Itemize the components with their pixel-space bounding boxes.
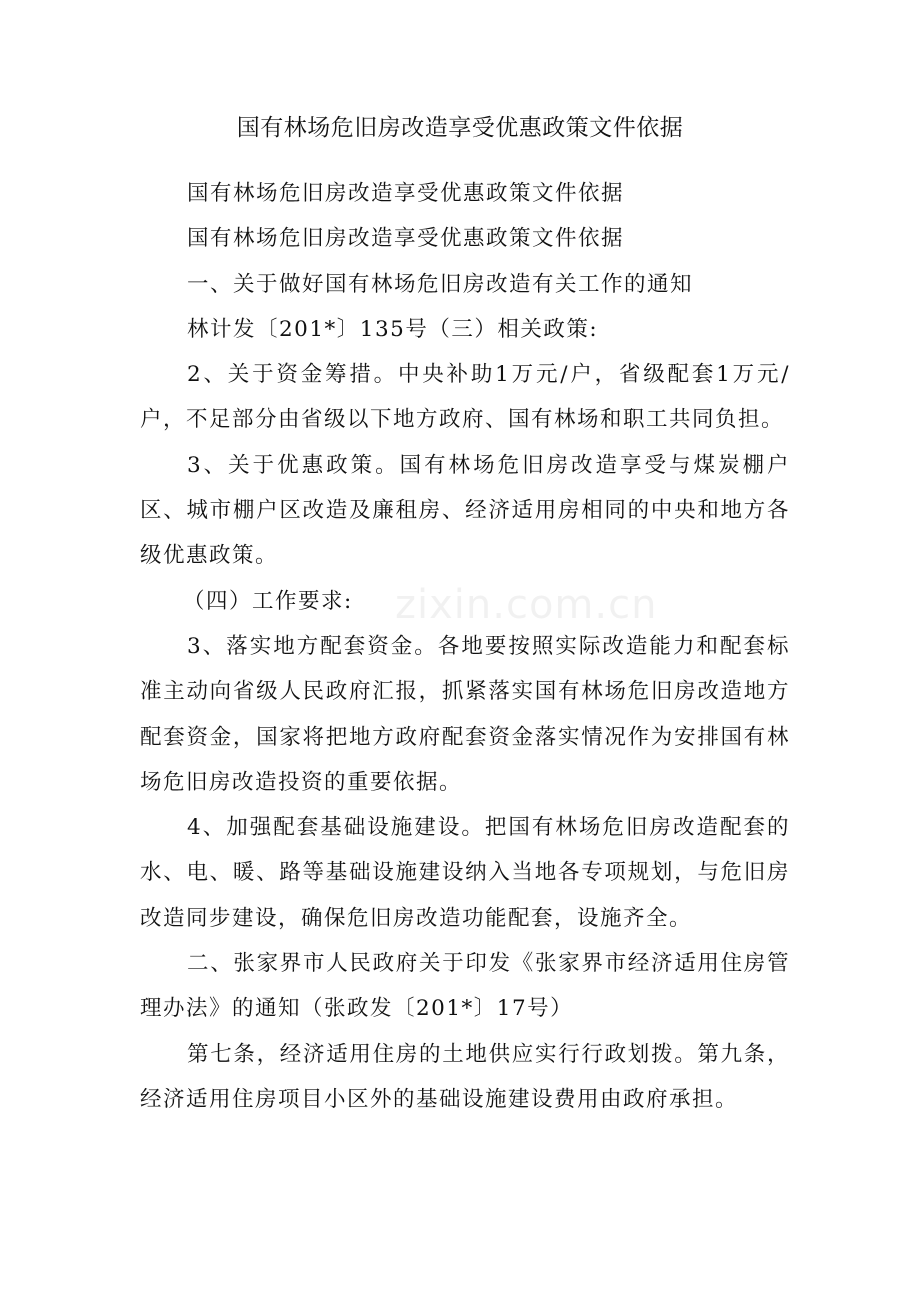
paragraph-repeat-title-1: 国有林场危旧房改造享受优惠政策文件依据 <box>187 181 625 206</box>
paragraph-section-two-heading: 二、张家界市人民政府关于印发《张家界市经济适用住房管理办法》的通知（张政发〔201*〕17号） <box>140 951 790 1022</box>
watermark: zixin.com.cn <box>395 582 658 628</box>
paragraph-articles-seven-nine: 第七条，经济适用住房的土地供应实行行政划拨。第九条，经济适用住房项目小区外的基础设施建设费用由政府承担。 <box>140 1041 790 1112</box>
paragraph-document-number: 林计发〔201*〕135号（三）相关政策: <box>187 316 599 342</box>
paragraph-preferential-policy: 3、关于优惠政策。国有林场危旧房改造享受与煤炭棚户区、城市棚户区改造及廉租房、经济适用房相同的中央和地方各级优惠政策。 <box>140 452 790 569</box>
document-title: 国有林场危旧房改造享受优惠政策文件依据 <box>236 115 684 141</box>
paragraph-section-one-heading: 一、关于做好国有林场危旧房改造有关工作的通知 <box>187 271 694 297</box>
paragraph-funding: 2、关于资金筹措。中央补助1万元/户，省级配套1万元/户，不足部分由省级以下地方政府、国有林场和职工共同负担。 <box>140 362 790 433</box>
document-body <box>140 171 790 1122</box>
paragraph-work-requirements-heading: （四）工作要求: <box>183 588 353 614</box>
paragraph-repeat-title-2: 国有林场危旧房改造享受优惠政策文件依据 <box>187 226 625 252</box>
paragraph-local-matching-funds: 3、落实地方配套资金。各地要按照实际改造能力和配套标准主动向省级人民政府汇报，抓紧落实国有林场危旧房改造地方配套资金，国家将把地方政府配套资金落实情况作为安排国有林场危旧房改造投资的重要依据。 <box>140 633 790 795</box>
paragraph-infrastructure: 4、加强配套基础设施建设。把国有林场危旧房改造配套的水、电、暖、路等基础设施建设纳入当地各专项规划，与危旧房改造同步建设，确保危旧房改造功能配套，设施齐全。 <box>140 815 790 931</box>
